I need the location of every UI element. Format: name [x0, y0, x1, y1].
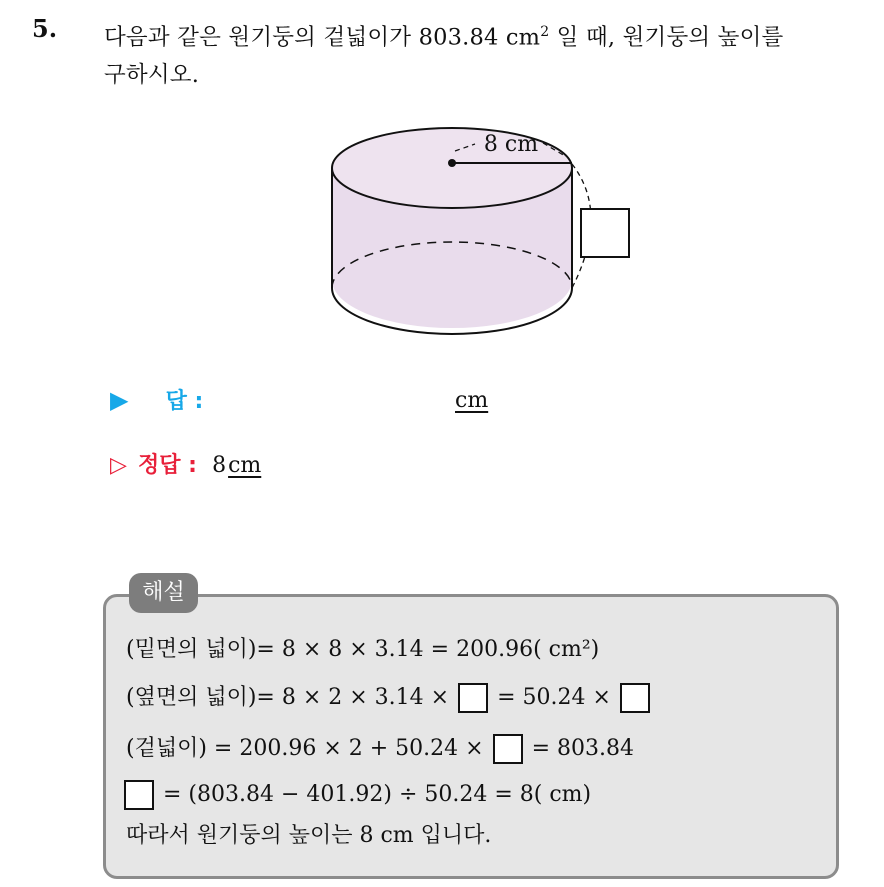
blank-box	[124, 780, 154, 810]
answer-unit: cm	[455, 388, 489, 413]
blank-box	[458, 683, 488, 713]
correct-unit: cm	[228, 453, 262, 478]
explanation-line-1: (밑면의 넓이)= 8 × 8 × 3.14 = 200.96( cm²)	[126, 637, 600, 662]
height-blank-box	[581, 209, 629, 257]
explanation-line-4	[124, 780, 591, 810]
explanation-line-4-text: = (803.84 − 401.92) ÷ 50.24 = 8( cm)	[163, 782, 592, 807]
explanation-line-3-a: (겉넓이) = 200.96 × 2 + 50.24 ×	[126, 736, 484, 761]
answer-marker-icon: ▶	[110, 386, 129, 414]
explanation-line-2-b: = 50.24 ×	[497, 685, 611, 710]
blank-box	[493, 734, 523, 764]
question-number: 5.	[32, 14, 58, 43]
explanation-line-2	[126, 680, 652, 713]
question-text	[104, 14, 874, 94]
correct-value: 8	[212, 453, 227, 478]
center-point	[448, 159, 456, 167]
question-exponent: 2	[540, 24, 550, 40]
explanation-line-3	[126, 731, 634, 764]
explanation-line-5: 따라서 원기둥의 높이는 8 cm 입니다.	[126, 823, 492, 848]
question-text-before: 다음과 같은 원기둥의 겉넓이가 803.84	[104, 24, 499, 51]
correct-marker-icon: ▷	[110, 453, 127, 478]
cylinder-figure	[315, 118, 645, 343]
question-unit: cm	[505, 24, 541, 51]
question-text-after: 일 때, 원기둥의 높이를	[549, 24, 784, 51]
blank-box	[620, 683, 650, 713]
radius-label: 8 cm	[483, 132, 539, 157]
explanation-line-2-a: (옆면의 넓이)= 8 × 2 × 3.14 ×	[126, 685, 450, 710]
answer-label: 답 :	[165, 389, 204, 414]
explanation-tag: 해설	[129, 573, 198, 613]
question-text-line2: 구하시오.	[104, 61, 200, 88]
answer-row	[110, 384, 203, 418]
correct-answer-row	[110, 448, 261, 479]
answer-input[interactable]	[455, 388, 488, 413]
correct-label: 정답 :	[138, 453, 197, 478]
explanation-line-3-b: = 803.84	[531, 736, 634, 761]
